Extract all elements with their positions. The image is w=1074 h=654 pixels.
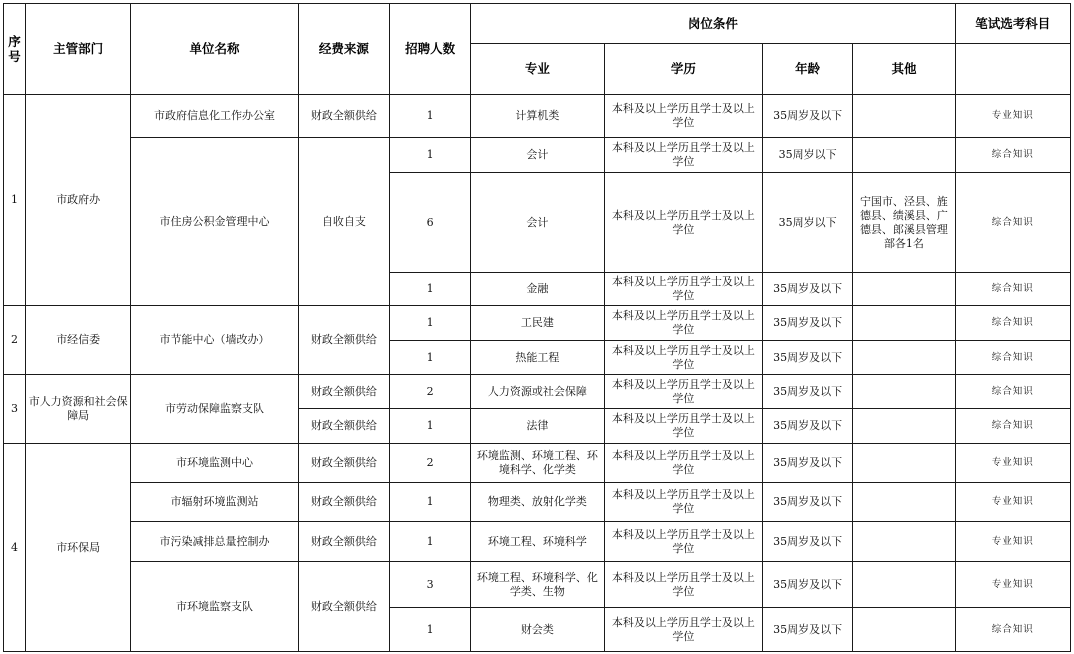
other-cell xyxy=(853,444,955,483)
edu-cell: 本科及以上学历且学士及以上学位 xyxy=(604,444,762,483)
count-cell: 2 xyxy=(390,375,471,409)
seq-cell: 1 xyxy=(4,95,26,306)
major-cell: 工民建 xyxy=(471,306,604,341)
count-cell: 3 xyxy=(390,562,471,608)
table-row xyxy=(4,375,1071,409)
exam-cell: 综合知识 xyxy=(955,375,1070,409)
edu-cell: 本科及以上学历且学士及以上学位 xyxy=(604,608,762,652)
fund-cell: 财政全额供给 xyxy=(298,483,389,522)
major-cell: 热能工程 xyxy=(471,341,604,375)
seq-cell: 3 xyxy=(4,375,26,444)
edu-cell: 本科及以上学历且学士及以上学位 xyxy=(604,341,762,375)
unit-cell: 市污染减排总量控制办 xyxy=(131,522,298,562)
edu-cell: 本科及以上学历且学士及以上学位 xyxy=(604,138,762,173)
age-cell: 35周岁及以下 xyxy=(763,273,853,306)
other-cell xyxy=(853,522,955,562)
count-cell: 1 xyxy=(390,522,471,562)
other-cell xyxy=(853,409,955,444)
table-row xyxy=(4,483,1071,522)
count-cell: 1 xyxy=(390,138,471,173)
unit-cell: 市节能中心（墙改办） xyxy=(131,306,298,375)
exam-cell: 综合知识 xyxy=(955,173,1070,273)
header-conditions: 岗位条件 xyxy=(471,4,955,44)
table-row xyxy=(4,138,1071,173)
fund-cell: 财政全额供给 xyxy=(298,95,389,138)
other-cell xyxy=(853,273,955,306)
edu-cell: 本科及以上学历且学士及以上学位 xyxy=(604,95,762,138)
unit-cell: 市环境监察支队 xyxy=(131,562,298,652)
other-cell xyxy=(853,341,955,375)
fund-cell: 财政全额供给 xyxy=(298,306,389,375)
major-cell: 环境监测、环境工程、环境科学、化学类 xyxy=(471,444,604,483)
age-cell: 35周岁及以下 xyxy=(763,95,853,138)
count-cell: 2 xyxy=(390,444,471,483)
count-cell: 6 xyxy=(390,173,471,273)
seq-cell: 4 xyxy=(4,444,26,652)
edu-cell: 本科及以上学历且学士及以上学位 xyxy=(604,409,762,444)
major-cell: 金融 xyxy=(471,273,604,306)
count-cell: 1 xyxy=(390,95,471,138)
edu-cell: 本科及以上学历且学士及以上学位 xyxy=(604,562,762,608)
exam-cell: 综合知识 xyxy=(955,306,1070,341)
header-major: 专业 xyxy=(471,44,604,95)
unit-cell: 市政府信息化工作办公室 xyxy=(131,95,298,138)
recruitment-table xyxy=(3,3,1071,652)
count-cell: 1 xyxy=(390,306,471,341)
header-seq: 序号 xyxy=(4,4,26,95)
fund-cell: 财政全额供给 xyxy=(298,375,389,409)
age-cell: 35周岁及以下 xyxy=(763,608,853,652)
count-cell: 1 xyxy=(390,341,471,375)
major-cell: 会计 xyxy=(471,138,604,173)
header-other: 其他 xyxy=(853,44,955,95)
count-cell: 1 xyxy=(390,608,471,652)
unit-cell: 市劳动保障监察支队 xyxy=(131,375,298,444)
header-age: 年龄 xyxy=(763,44,853,95)
age-cell: 35周岁及以下 xyxy=(763,444,853,483)
header-fund: 经费来源 xyxy=(298,4,389,95)
major-cell: 法律 xyxy=(471,409,604,444)
edu-cell: 本科及以上学历且学士及以上学位 xyxy=(604,306,762,341)
exam-cell: 综合知识 xyxy=(955,273,1070,306)
header-exam-blank xyxy=(955,44,1070,95)
exam-cell: 综合知识 xyxy=(955,341,1070,375)
unit-cell: 市辐射环境监测站 xyxy=(131,483,298,522)
table-row xyxy=(4,444,1071,483)
age-cell: 35周岁及以下 xyxy=(763,375,853,409)
table-row xyxy=(4,522,1071,562)
exam-cell: 综合知识 xyxy=(955,138,1070,173)
major-cell: 计算机类 xyxy=(471,95,604,138)
header-unit: 单位名称 xyxy=(131,4,298,95)
edu-cell: 本科及以上学历且学士及以上学位 xyxy=(604,173,762,273)
other-cell xyxy=(853,138,955,173)
major-cell: 会计 xyxy=(471,173,604,273)
other-cell xyxy=(853,375,955,409)
recruitment-sheet xyxy=(3,3,1071,652)
age-cell: 35周岁及以下 xyxy=(763,483,853,522)
edu-cell: 本科及以上学历且学士及以上学位 xyxy=(604,375,762,409)
age-cell: 35周岁以下 xyxy=(763,138,853,173)
exam-cell: 专业知识 xyxy=(955,522,1070,562)
header-edu: 学历 xyxy=(604,44,762,95)
major-cell: 环境工程、环境科学 xyxy=(471,522,604,562)
major-cell: 物理类、放射化学类 xyxy=(471,483,604,522)
dept-cell: 市政府办 xyxy=(26,95,131,306)
age-cell: 35周岁及以下 xyxy=(763,306,853,341)
exam-cell: 专业知识 xyxy=(955,562,1070,608)
count-cell: 1 xyxy=(390,483,471,522)
table-row xyxy=(4,306,1071,341)
exam-cell: 综合知识 xyxy=(955,608,1070,652)
exam-cell: 专业知识 xyxy=(955,444,1070,483)
other-cell xyxy=(853,483,955,522)
exam-cell: 专业知识 xyxy=(955,95,1070,138)
header-count: 招聘人数 xyxy=(390,4,471,95)
dept-cell: 市环保局 xyxy=(26,444,131,652)
header-exam: 笔试选考科目 xyxy=(955,4,1070,44)
fund-cell: 自收自支 xyxy=(298,138,389,306)
edu-cell: 本科及以上学历且学士及以上学位 xyxy=(604,483,762,522)
edu-cell: 本科及以上学历且学士及以上学位 xyxy=(604,522,762,562)
seq-cell: 2 xyxy=(4,306,26,375)
age-cell: 35周岁以下 xyxy=(763,173,853,273)
fund-cell: 财政全额供给 xyxy=(298,444,389,483)
header-dept: 主管部门 xyxy=(26,4,131,95)
age-cell: 35周岁及以下 xyxy=(763,341,853,375)
table-row xyxy=(4,95,1071,138)
table-row xyxy=(4,562,1071,608)
other-cell xyxy=(853,562,955,608)
count-cell: 1 xyxy=(390,409,471,444)
major-cell: 财会类 xyxy=(471,608,604,652)
major-cell: 人力资源或社会保障 xyxy=(471,375,604,409)
age-cell: 35周岁及以下 xyxy=(763,409,853,444)
unit-cell: 市环境监测中心 xyxy=(131,444,298,483)
unit-cell: 市住房公积金管理中心 xyxy=(131,138,298,306)
header-row xyxy=(4,4,1071,44)
other-cell xyxy=(853,608,955,652)
fund-cell: 财政全额供给 xyxy=(298,522,389,562)
count-cell: 1 xyxy=(390,273,471,306)
exam-cell: 综合知识 xyxy=(955,409,1070,444)
other-cell xyxy=(853,95,955,138)
dept-cell: 市人力资源和社会保障局 xyxy=(26,375,131,444)
other-cell: 宁国市、泾县、旌德县、绩溪县、广德县、郎溪县管理部各1名 xyxy=(853,173,955,273)
fund-cell: 财政全额供给 xyxy=(298,562,389,652)
major-cell: 环境工程、环境科学、化学类、生物 xyxy=(471,562,604,608)
age-cell: 35周岁及以下 xyxy=(763,562,853,608)
other-cell xyxy=(853,306,955,341)
dept-cell: 市经信委 xyxy=(26,306,131,375)
fund-cell: 财政全额供给 xyxy=(298,409,389,444)
edu-cell: 本科及以上学历且学士及以上学位 xyxy=(604,273,762,306)
exam-cell: 专业知识 xyxy=(955,483,1070,522)
age-cell: 35周岁及以下 xyxy=(763,522,853,562)
